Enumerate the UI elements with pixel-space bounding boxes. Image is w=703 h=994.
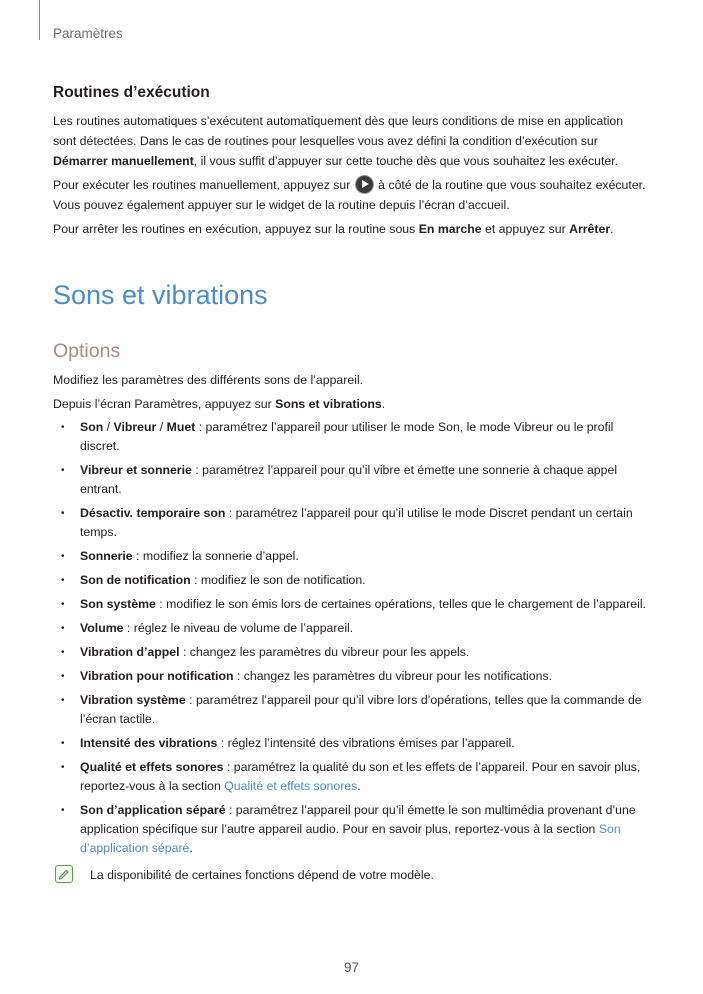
option-term: Vibration système xyxy=(80,693,186,707)
option-text: : paramétrez la qualité du son et les effets de l’appareil. Pour en savoir plus, reportez-vous à la section xyxy=(80,760,641,793)
text-span: Les routines automatiques s’exécutent automatiquement dès que leurs conditions de mise en application sont détectées. Dans le cas de routines pour lesquelles vous avez défini la condition d’exécution sur xyxy=(53,114,624,148)
option-item xyxy=(53,619,649,638)
option-text: : paramétrez l’appareil pour qu’il utilise le mode Discret pendant un certain temps. xyxy=(80,506,633,539)
bold-term: Arrêter xyxy=(569,222,611,236)
page-number: 97 xyxy=(343,960,360,975)
text-span: Pour arrêter les routines en exécution, appuyez sur la routine sous xyxy=(53,222,419,236)
option-term: Son d’application séparé xyxy=(80,803,226,817)
option-item xyxy=(53,801,649,858)
option-item xyxy=(53,758,649,796)
section-link[interactable]: Qualité et effets sonores xyxy=(224,779,358,793)
option-text: : modifiez la sonnerie d’appel. xyxy=(132,549,299,563)
text-span: , il vous suffit d’appuyer sur cette touche dès que vous souhaitez les exécuter. xyxy=(193,154,619,168)
routines-paragraph-3 xyxy=(53,219,649,239)
option-item xyxy=(53,691,649,729)
settings-path xyxy=(53,394,649,414)
section-link[interactable]: Son d’application séparé xyxy=(80,822,621,855)
option-term: Désactiv. temporaire son xyxy=(80,506,226,520)
note-pencil-icon xyxy=(55,865,73,883)
option-item xyxy=(53,643,649,662)
option-term: Son système xyxy=(80,597,156,611)
option-term: Muet xyxy=(166,420,196,434)
text-span: à côté de la routine que vous souhaitez exécuter. Vous pouvez également appuyer sur le widget de la routine depuis l’écran d’accueil. xyxy=(53,178,646,212)
option-item xyxy=(53,571,649,590)
options-heading: Options xyxy=(53,340,121,362)
options-list xyxy=(53,418,649,858)
option-text: : changez les paramètres du vibreur pour les notifications. xyxy=(233,669,553,683)
option-text: : paramétrez l’appareil pour qu’il émette le son multimédia provenant d’une application spécifique sur l’autre appareil audio. Pour en savoir plus, reportez-vous à la section xyxy=(80,803,636,836)
option-item xyxy=(53,595,649,614)
bold-term: Sons et vibrations xyxy=(275,397,382,411)
option-item xyxy=(53,418,649,456)
option-text: . xyxy=(189,841,193,855)
option-term: Vibration d’appel xyxy=(80,645,180,659)
text-span: . xyxy=(381,397,386,411)
header-divider xyxy=(39,0,40,40)
option-item xyxy=(53,547,649,566)
option-term: Intensité des vibrations xyxy=(80,736,218,750)
option-term: Vibreur et sonnerie xyxy=(80,463,192,477)
option-text: / xyxy=(103,420,114,434)
bold-term: Démarrer manuellement xyxy=(53,154,194,168)
option-term: Volume xyxy=(80,621,124,635)
option-text: : modifiez le son de notification. xyxy=(190,573,366,587)
text-span: . xyxy=(610,222,614,236)
option-text: : paramétrez l’appareil pour qu’il vibre lors d’opérations, telles que la commande de l’écran tactile. xyxy=(80,693,642,726)
option-term: Qualité et effets sonores xyxy=(80,760,224,774)
text-span: Depuis l’écran Paramètres, appuyez sur xyxy=(53,397,276,411)
option-item xyxy=(53,734,649,753)
option-item xyxy=(53,667,649,686)
page-content xyxy=(53,83,649,863)
text-span: et appuyez sur xyxy=(481,222,570,236)
option-text: . xyxy=(357,779,361,793)
note-text: La disponibilité de certaines fonctions dépend de votre modèle. xyxy=(90,868,434,882)
option-text: : modifiez le son émis lors de certaines opérations, telles que le chargement de l’appareil. xyxy=(155,597,646,611)
option-text: / xyxy=(156,420,167,434)
option-term: Son xyxy=(80,420,104,434)
bold-term: En marche xyxy=(418,222,482,236)
text-span: Pour exécuter les routines manuellement, appuyez sur xyxy=(53,178,354,192)
option-term: Vibreur xyxy=(113,420,157,434)
option-text: : changez les paramètres du vibreur pour les appels. xyxy=(179,645,470,659)
option-term: Vibration pour notification xyxy=(80,669,234,683)
option-text: : paramétrez l’appareil pour utiliser le mode Son, le mode Vibreur ou le profil discret. xyxy=(80,420,614,453)
option-text: : réglez le niveau de volume de l’appareil. xyxy=(123,621,354,635)
option-term: Sonnerie xyxy=(80,549,133,563)
option-text: : paramétrez l’appareil pour qu’il vibre et émette une sonnerie à chaque appel entrant. xyxy=(80,463,618,496)
option-term: Son de notification xyxy=(80,573,191,587)
page-header-title: Paramètres xyxy=(53,26,123,41)
routines-paragraph-2 xyxy=(53,175,649,215)
section-title: Sons et vibrations xyxy=(53,280,268,310)
routines-heading: Routines d’exécution xyxy=(53,84,210,101)
play-icon xyxy=(356,176,373,193)
option-text: : réglez l’intensité des vibrations émises par l’appareil. xyxy=(217,736,515,750)
option-item xyxy=(53,461,649,499)
options-intro: Modifiez les paramètres des différents sons de l’appareil. xyxy=(53,373,364,387)
routines-paragraph-1 xyxy=(53,111,649,171)
option-item xyxy=(53,504,649,542)
